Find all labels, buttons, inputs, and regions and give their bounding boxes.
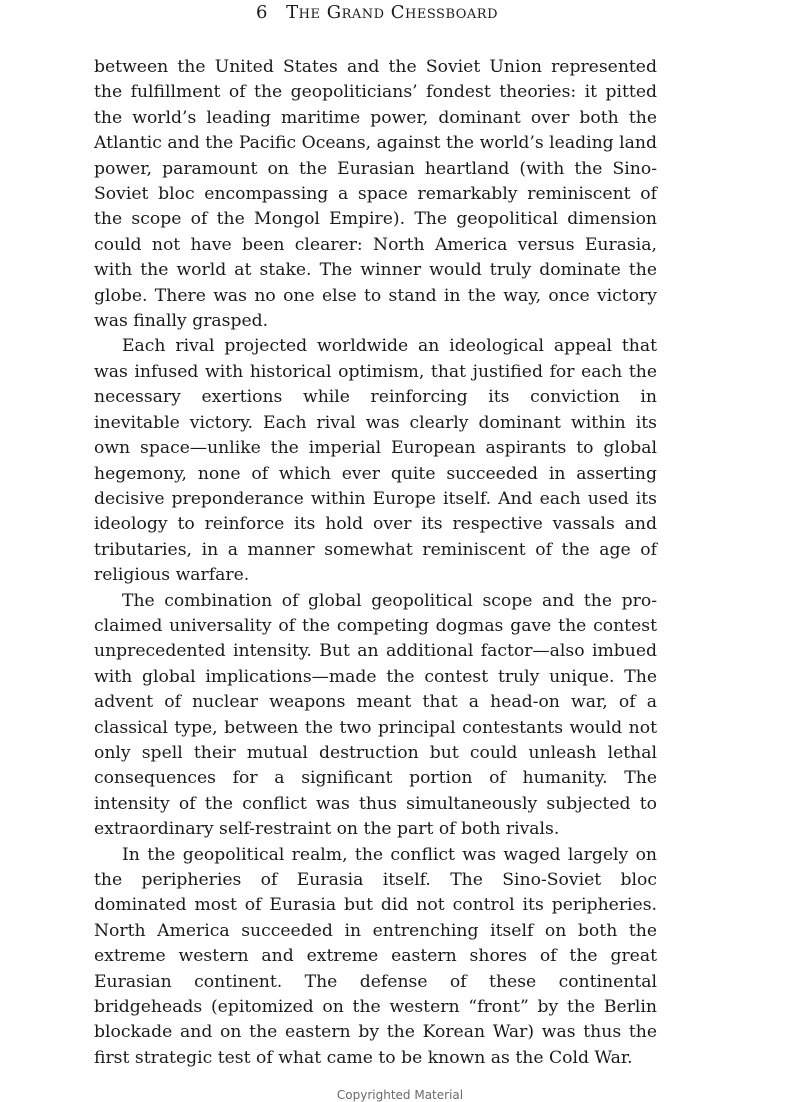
book-title: The Grand Chessboard — [286, 2, 499, 23]
paragraph-continued: between the United States and the Soviet Union represented the fulfillment of the geopoliticians’ fondest theories: it pitted the world’s leading maritime power, dominant over both the Atlantic and the Pacific Oceans, against the world’s leading land power, paramount on the Eurasian heartland (with the Sino-Soviet bloc encompassing a space remarkably reminiscent of the scope of the Mongol Empire). The geopolitical dimension could not have been clearer: North America versus Eurasia, with the world at stake. The winner would truly dominate the globe. There was no one else to stand in the way, once victory was finally grasped. — [94, 57, 657, 332]
paragraph: The combination of global geopolitical scope and the proclaimed universality of the competing dogmas gave the contest unprecedented intensity. But an additional factor—also imbued with global implications—made the contest truly unique. The advent of nuclear weapons meant that a head-on war, of a classical type, between the two principal contestants would not only spell their mutual destruction but could unleash lethal consequences for a significant portion of humanity. The intensity of the conflict was thus simultaneously subjected to extraordinary self-restraint on the part of both rivals. — [94, 590, 657, 840]
paragraph: In the geopolitical realm, the conflict was waged largely on the peripheries of Eurasia itself. The Sino-Soviet bloc dominated most of Eurasia but did not control its peripheries. North America succeeded in entrenching itself on both the extreme western and extreme eastern shores of the great Eurasian continent. The defense of these continental bridgeheads (epitomized on the western “front” by the Berlin blockade and on the eastern by the Korean War) was thus the first strategic test of what came to be known as the Cold War. — [94, 844, 657, 1068]
running-head — [0, 2, 754, 24]
page-number: 6 — [255, 2, 268, 23]
body-text — [94, 55, 657, 1071]
copyright-watermark: Copyrighted Material — [336, 1088, 464, 1102]
paragraph: Each rival projected worldwide an ideological appeal that was infused with historical optimism, that justified for each the necessary exertions while reinforcing its conviction in inevitable victory. Each rival was clearly dominant within its own space—unlike the imperial European aspirants to global hegemony, none of which ever quite succeeded in asserting decisive preponderance within Europe itself. And each used its ideology to reinforce its hold over its respective vassals and tributaries, in a manner somewhat reminiscent of the age of religious warfare. — [94, 336, 657, 586]
